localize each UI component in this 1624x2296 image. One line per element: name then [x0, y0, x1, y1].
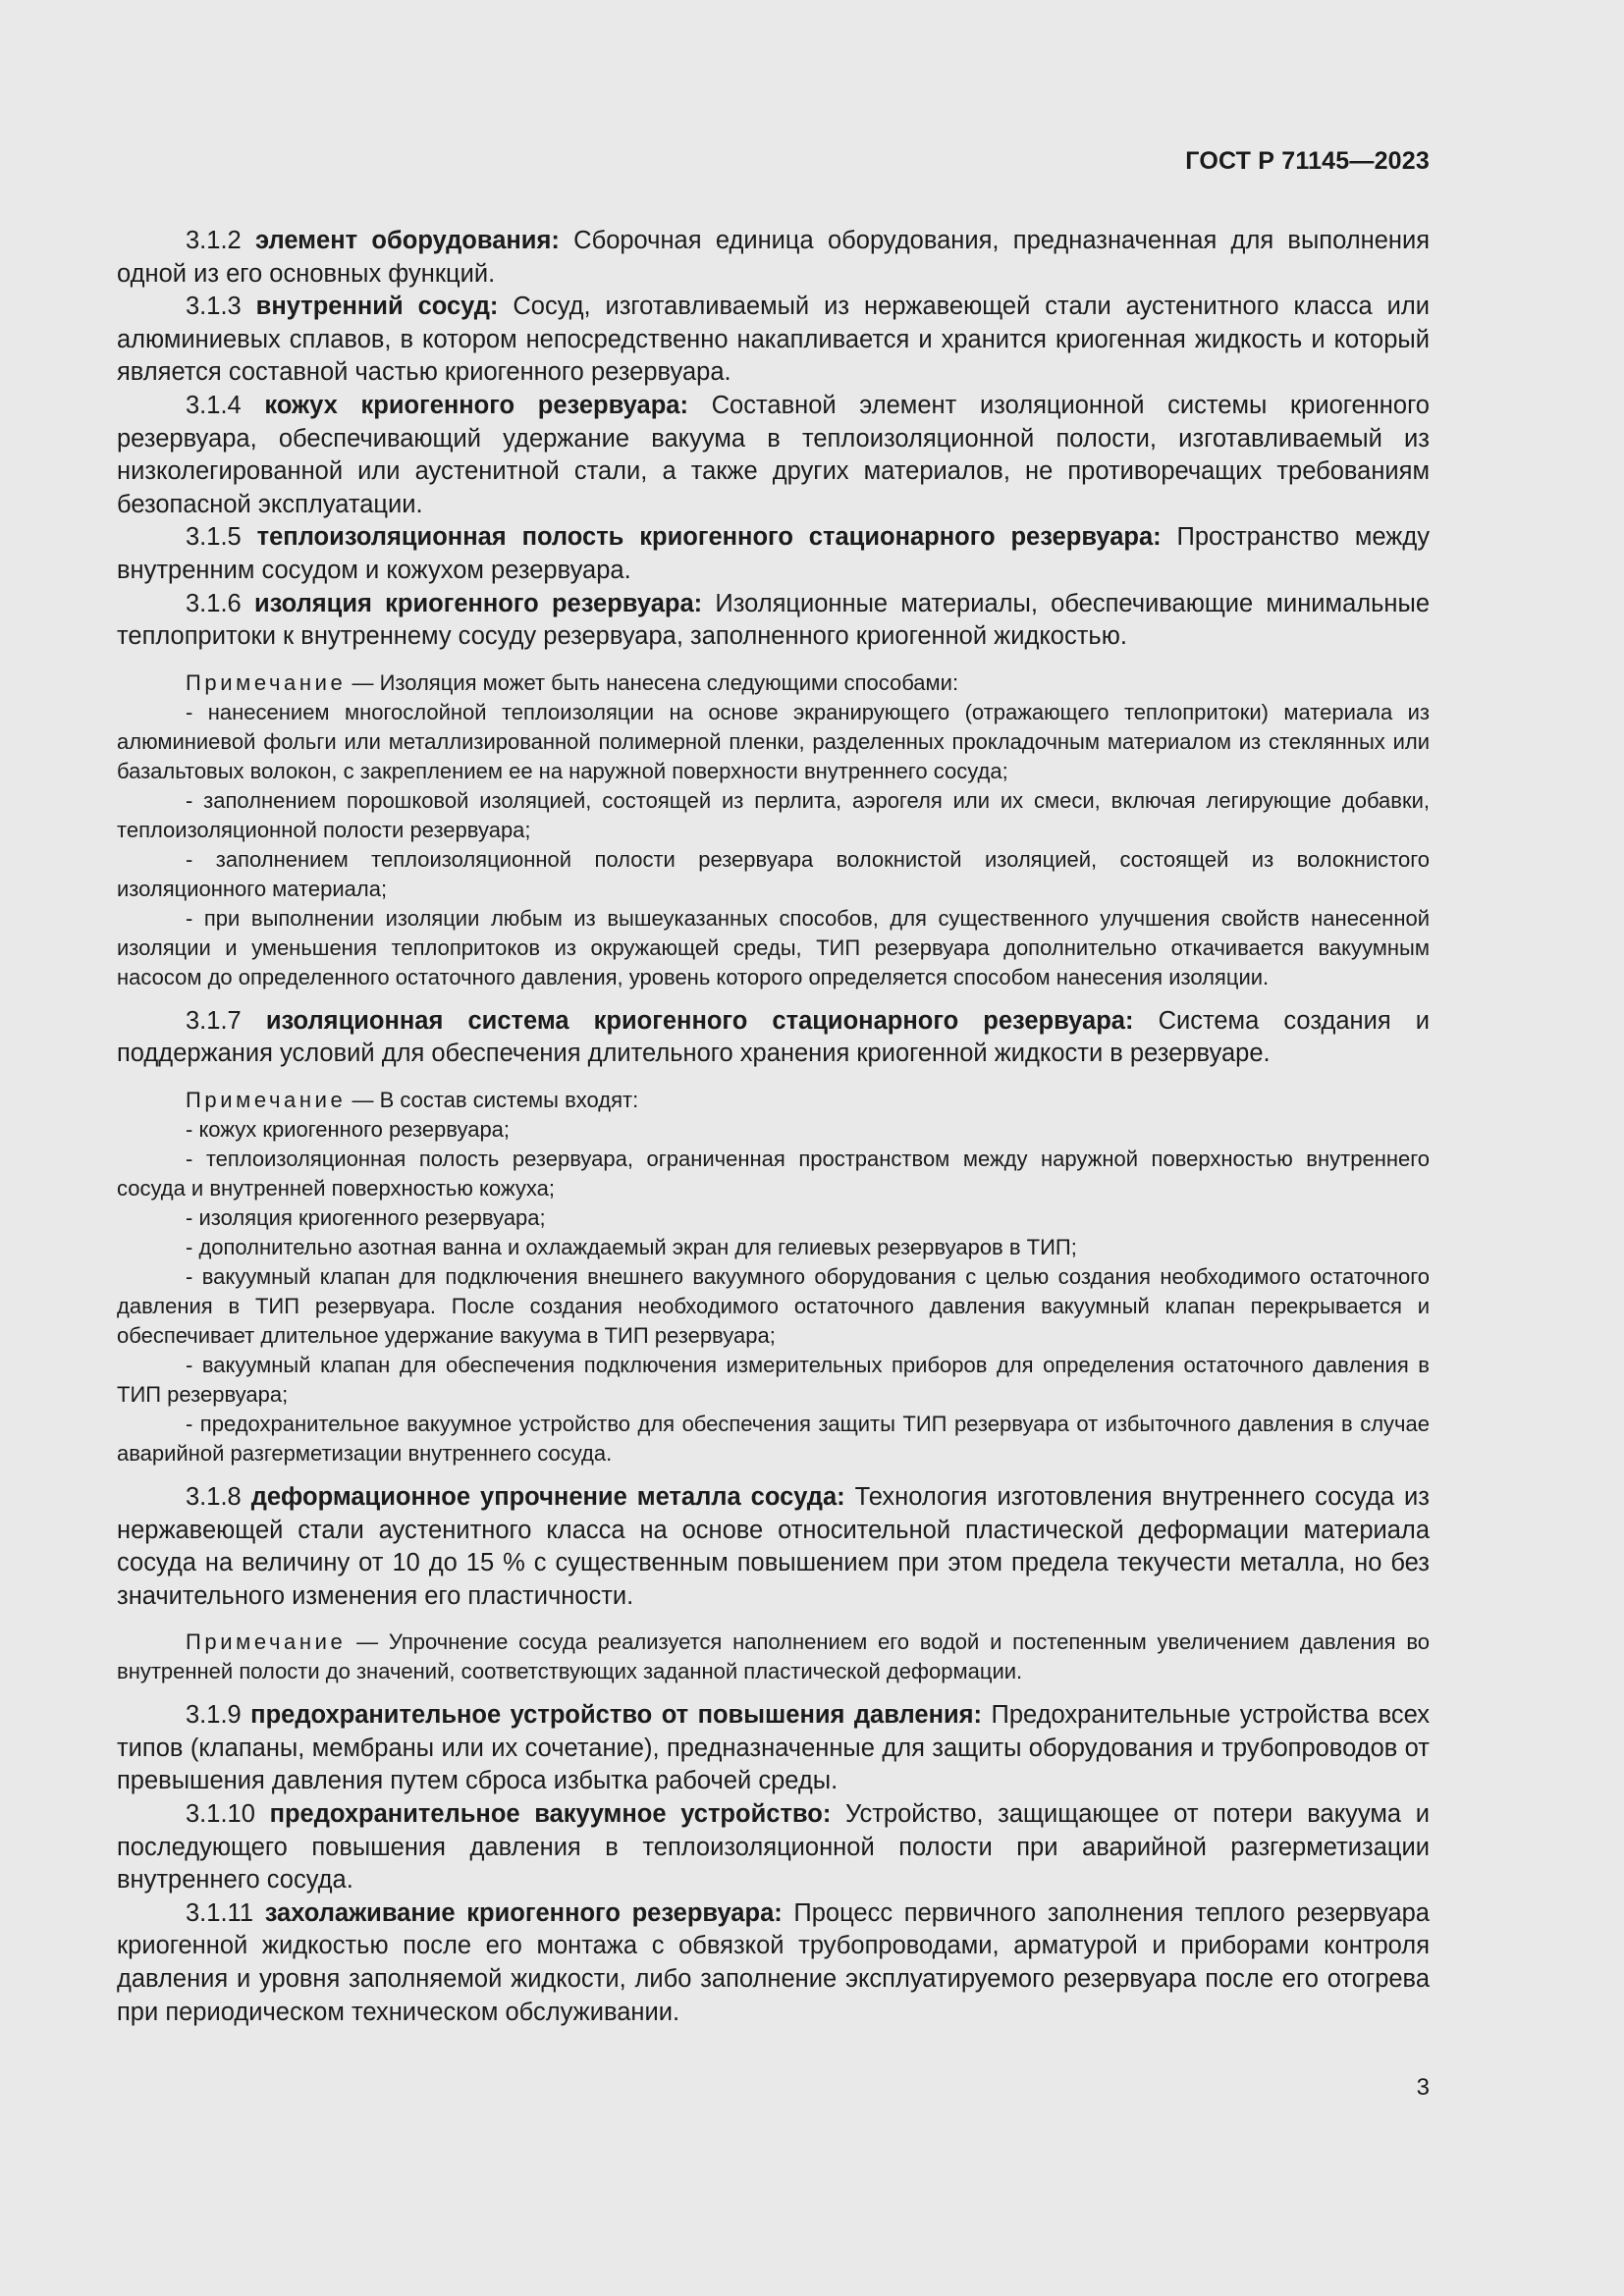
page-number: 3 — [1416, 2074, 1430, 2101]
page-content — [117, 225, 1430, 2029]
term-3-1-5 — [117, 521, 1430, 587]
term-3-1-8 — [117, 1481, 1430, 1613]
note-list-item: - заполнением порошковой изоляцией, состоящей из перлита, аэрогеля или их смеси, включая легирующие добавки, теплоизоляционной полости резервуара; — [117, 787, 1430, 842]
note-intro — [117, 1086, 1430, 1115]
term-3-1-11 — [117, 1897, 1430, 2029]
term-name: теплоизоляционная полость криогенного стационарного резервуара: — [256, 523, 1162, 552]
term-name: внутренний сосуд: — [255, 293, 499, 321]
term-name: элемент оборудования: — [255, 227, 560, 254]
note-list-item: - предохранительное вакуумное устройство для обеспечения защиты ТИП резервуара от избыточного давления в случае аварийной разгерметизации внутреннего сосуда. — [117, 1411, 1430, 1466]
note-list-item: - изоляция криогенного резервуара; — [186, 1204, 546, 1230]
term-3-1-7 — [117, 1005, 1430, 1071]
term-definition: Процесс первичного заполнения теплого резервуара криогенной жидкостью после его монтажа с обвязкой трубопроводами, арматурой и приборами контроля давления и уровня заполняемой жидкости, либо заполнение эксплуатируемого резервуара после его отогрева при периодическом техническом обслуживании. — [117, 1898, 1430, 2026]
note-list-item: - вакуумный клапан для обеспечения подключения измерительных приборов для определения остаточного давления в ТИП резервуара; — [117, 1352, 1430, 1407]
term-3-1-3 — [117, 291, 1430, 390]
term-name: кожух криогенного резервуара: — [264, 391, 688, 419]
note-label: Примечание — [186, 1087, 347, 1112]
term-definition: Предохранительные устройства всех типов (клапаны, мембраны или их сочетание), предназначенные для защиты оборудования и трубопроводов от превышения давления путем сброса избытка рабочей среды. — [117, 1701, 1430, 1795]
note-list-item: - дополнительно азотная ванна и охлаждаемый экран для гелиевых резервуаров в ТИП; — [186, 1234, 1077, 1259]
term-number: 3.1.10 — [186, 1800, 255, 1829]
term-number: 3.1.11 — [186, 1898, 254, 1927]
term-definition: Сборочная единица оборудования, предназначенная для выполнения одной из его основных функций. — [117, 227, 1431, 288]
term-number: 3.1.2 — [186, 227, 242, 254]
term-number: 3.1.9 — [186, 1701, 242, 1730]
note-list-item: - нанесением многослойной теплоизоляции на основе экранирующего (отражающего теплопритоки) материала из алюминиевой фольги или металлизированной полимерной пленки, разделенных прокладочным материалом из стеклянных или базальтовых волокон, с закреплением ее на наружной поверхности внутреннего сосуда; — [117, 699, 1430, 783]
note-system-composition — [117, 1086, 1430, 1468]
term-definition: Технология изготовления внутреннего сосуда из нержавеющей стали аустенитного класса на основе относительной пластической деформации материала сосуда на величину от 10 до 15 % с существенным повышением при этом предела текучести металла, но без значительного изменения его пластичности. — [117, 1482, 1430, 1610]
document-header: ГОСТ Р 71145—2023 — [1185, 147, 1430, 175]
term-3-1-6 — [117, 588, 1430, 654]
term-definition: Пространство между внутренним сосудом и кожухом резервуара. — [117, 523, 1430, 584]
note-intro — [117, 668, 1430, 698]
note-intro-text: — Изоляция может быть нанесена следующими способами: — [346, 669, 959, 695]
term-3-1-4 — [117, 390, 1430, 521]
term-name: изоляционная система криогенного стационарного резервуара: — [265, 1006, 1134, 1035]
note-intro-text: — В состав системы входят: — [346, 1087, 639, 1112]
term-name: захолаживание криогенного резервуара: — [264, 1898, 783, 1927]
note-intro-text: — Упрочнение сосуда реализуется наполнением его водой и постепенным увеличением давления во внутренней полости до значений, соответствующих заданной пластической деформации. — [117, 1629, 1430, 1684]
term-definition: Составной элемент изоляционной системы криогенного резервуара, обеспечивающий удержание вакуума в теплоизоляционной полости, изготавливаемый из низколегированной или аустенитной стали, а также других материалов, не противоречащих требованиям безопасной эксплуатации. — [117, 391, 1430, 518]
term-name: изоляция криогенного резервуара: — [253, 589, 703, 617]
note-label: Примечание — [186, 1629, 347, 1655]
term-number: 3.1.8 — [186, 1482, 242, 1511]
term-name: предохранительное устройство от повышения давления: — [250, 1701, 983, 1730]
term-3-1-9 — [117, 1699, 1430, 1798]
note-list-item: - кожух криогенного резервуара; — [186, 1116, 511, 1142]
term-number: 3.1.3 — [186, 293, 242, 321]
term-definition: Изоляционные материалы, обеспечивающие минимальные теплопритоки к внутреннему сосуду резервуара, заполненного криогенной жидкостью. — [117, 589, 1431, 651]
term-number: 3.1.5 — [186, 523, 242, 552]
note-list-item: - при выполнении изоляции любым из вышеуказанных способов, для существенного улучшения свойств нанесенной изоляции и уменьшения теплопритоков из окружающей среды, ТИП резервуара дополнительно откачивается вакуумным насосом до определенного остаточного давления, уровень которого определяется способом нанесения изоляции. — [117, 905, 1430, 989]
term-name: деформационное упрочнение металла сосуда: — [250, 1482, 845, 1511]
term-number: 3.1.4 — [186, 391, 242, 419]
term-definition: Устройство, защищающее от потери вакуума и последующего повышения давления в теплоизоляционной полости при аварийной разгерметизации внутреннего сосуда. — [117, 1800, 1430, 1895]
term-number: 3.1.6 — [186, 589, 242, 617]
term-3-1-2 — [117, 225, 1430, 291]
note-hardening — [117, 1628, 1430, 1686]
note-label: Примечание — [186, 669, 347, 695]
note-insulation-methods — [117, 668, 1430, 992]
term-name: предохранительное вакуумное устройство: — [269, 1800, 832, 1829]
term-number: 3.1.7 — [186, 1006, 242, 1035]
term-definition: Система создания и поддержания условий для обеспечения длительного хранения криогенной жидкости в резервуаре. — [117, 1006, 1430, 1068]
note-intro — [117, 1628, 1430, 1686]
term-3-1-10 — [117, 1798, 1430, 1897]
note-list-item: - вакуумный клапан для подключения внешнего вакуумного оборудования с целью создания необходимого остаточного давления в ТИП резервуара. После создания необходимого остаточного давления вакуумный клапан перекрывается и обеспечивает длительное удержание вакуума в ТИП резервуара; — [117, 1263, 1430, 1348]
note-list-item: - теплоизоляционная полость резервуара, ограниченная пространством между наружной поверхностью внутреннего сосуда и внутренней поверхностью кожуха; — [117, 1146, 1430, 1201]
term-definition: Сосуд, изготавливаемый из нержавеющей стали аустенитного класса или алюминиевых сплавов, в котором непосредственно накапливается и хранится криогенная жидкость и который является составной частью криогенного резервуара. — [117, 293, 1430, 387]
note-list-item: - заполнением теплоизоляционной полости резервуара волокнистой изоляцией, состоящей из волокнистого изоляционного материала; — [117, 846, 1430, 901]
